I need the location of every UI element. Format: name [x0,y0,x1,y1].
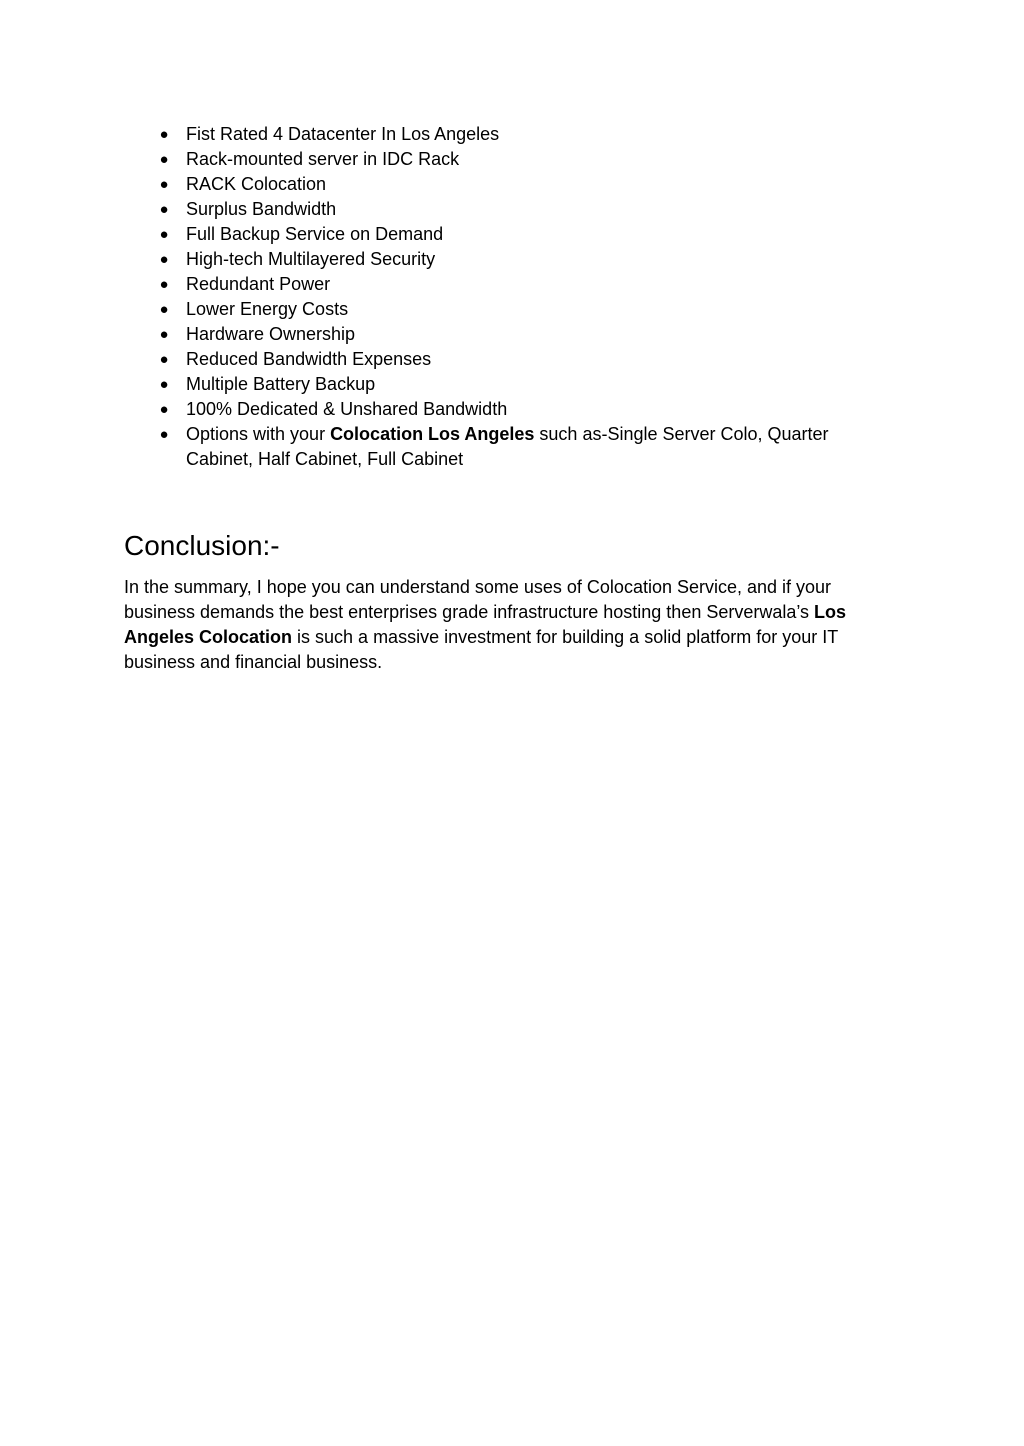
bullet-icon: ● [159,351,169,368]
bullet-icon: ● [159,301,169,318]
list-item-text: RACK Colocation [186,174,327,194]
list-item [124,372,894,397]
list-item-text: Redundant Power [186,274,331,294]
list-item [124,347,894,372]
list-item [124,297,894,322]
bullet-icon: ● [159,251,169,268]
conclusion-paragraph [124,575,894,675]
list-item [124,122,894,147]
list-item-text: Lower Energy Costs [186,299,349,319]
list-item [124,322,894,347]
bullet-icon: ● [159,151,169,168]
bullet-icon: ● [159,126,169,143]
bullet-icon: ● [159,276,169,293]
list-item-text: Full Backup Service on Demand [186,224,444,244]
list-item-text: Hardware Ownership [186,324,356,344]
bullet-icon: ● [159,201,169,218]
list-item [124,222,894,247]
conclusion-text-before: In the summary, I hope you can understand some uses of Colocation Service, and if your business demands the best enterprises grade infrastructure hosting then Serverwala’s [124,577,832,622]
list-item-text: Fist Rated 4 Datacenter In Los Angeles [186,124,500,144]
bullet-icon: ● [159,426,169,443]
list-item [124,147,894,172]
list-item [124,397,894,422]
list-item [124,197,894,222]
list-item-text: Rack-mounted server in IDC Rack [186,149,460,169]
list-item [124,272,894,297]
list-item-options [124,422,894,472]
options-prefix-text: Options with your [186,424,331,444]
list-item-text: Surplus Bandwidth [186,199,337,219]
list-item [124,172,894,197]
options-suffix-text: such as-Single Server Colo, Quarter Cabinet, Half Cabinet, Full Cabinet [186,424,829,469]
list-item [124,247,894,272]
bullet-icon: ● [159,226,169,243]
conclusion-text-after: is such a massive investment for building a solid platform for your IT business and financial business. [124,627,838,672]
bullet-icon: ● [159,401,169,418]
list-item-text: Multiple Battery Backup [186,374,376,394]
list-item-text: Reduced Bandwidth Expenses [186,349,432,369]
options-bold-text: Colocation Los Angeles [330,424,535,444]
bullet-icon: ● [159,176,169,193]
bullet-icon: ● [159,376,169,393]
list-item-text: High-tech Multilayered Security [186,249,436,269]
conclusion-bold-text: Los Angeles Colocation [124,602,847,647]
feature-list [124,122,894,472]
list-item-text: 100% Dedicated & Unshared Bandwidth [186,399,508,419]
conclusion-heading: Conclusion:- [124,530,280,561]
bullet-icon: ● [159,326,169,343]
